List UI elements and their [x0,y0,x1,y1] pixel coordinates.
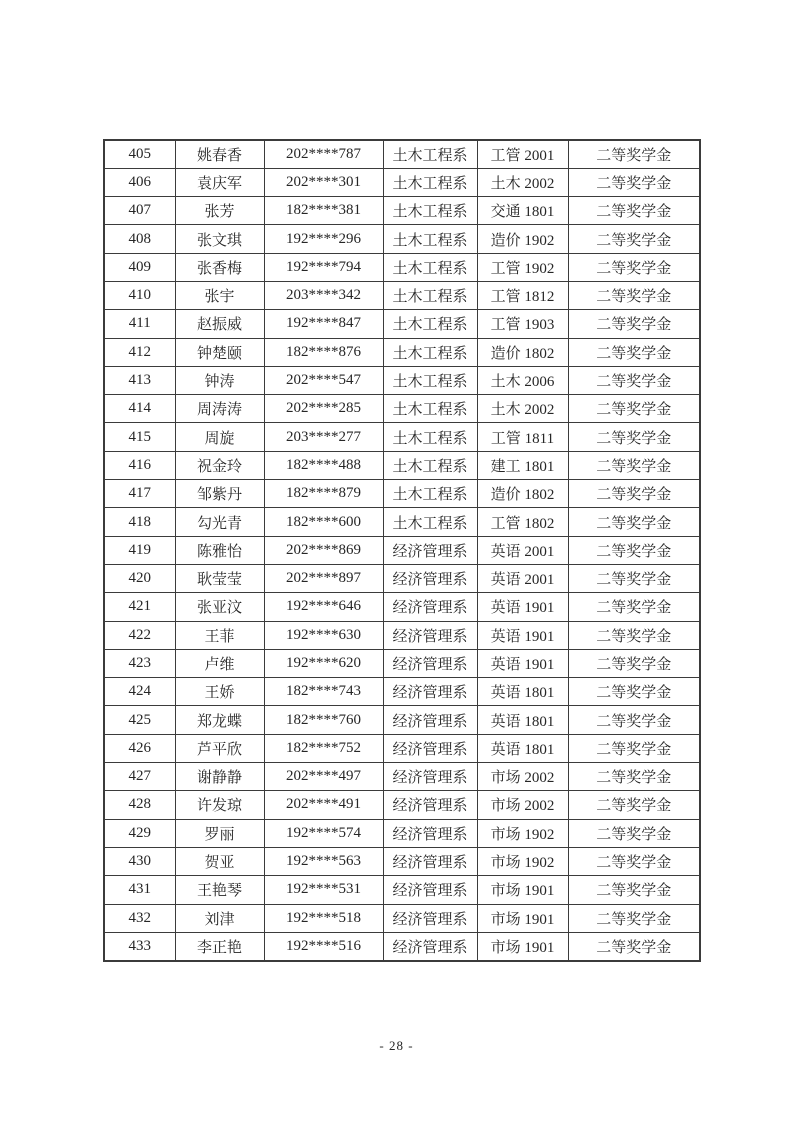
cell-student-id: 192****574 [264,819,383,847]
cell-name: 张文琪 [175,225,264,253]
table-row [104,876,700,904]
table-row [104,338,700,366]
cell-award: 二等奖学金 [568,593,700,621]
cell-award: 二等奖学金 [568,649,700,677]
table-row [104,508,700,536]
cell-name: 张香梅 [175,253,264,281]
cell-class: 市场 1901 [477,876,568,904]
cell-student-id: 182****600 [264,508,383,536]
cell-class: 英语 1801 [477,678,568,706]
cell-name: 祝金玲 [175,451,264,479]
cell-department: 土木工程系 [383,225,477,253]
cell-student-id: 192****847 [264,310,383,338]
table-row [104,791,700,819]
cell-class: 英语 1801 [477,706,568,734]
cell-no: 410 [104,281,175,309]
cell-award: 二等奖学金 [568,140,700,168]
cell-class: 土木 2002 [477,168,568,196]
cell-class: 土木 2006 [477,366,568,394]
table-row [104,366,700,394]
cell-no: 417 [104,480,175,508]
cell-department: 土木工程系 [383,508,477,536]
table-row [104,593,700,621]
cell-department: 经济管理系 [383,678,477,706]
table-body [104,140,700,961]
page-number: - 28 - [379,1038,414,1053]
cell-name: 郑龙蝶 [175,706,264,734]
cell-class: 市场 1901 [477,932,568,960]
cell-name: 许发琼 [175,791,264,819]
cell-class: 英语 1901 [477,649,568,677]
table-row [104,621,700,649]
cell-student-id: 202****497 [264,763,383,791]
cell-class: 市场 2002 [477,763,568,791]
cell-name: 周旋 [175,423,264,451]
cell-class: 英语 1801 [477,734,568,762]
cell-award: 二等奖学金 [568,621,700,649]
cell-name: 钟楚颐 [175,338,264,366]
cell-class: 英语 1901 [477,593,568,621]
table-row [104,253,700,281]
cell-department: 土木工程系 [383,423,477,451]
table-row [104,763,700,791]
cell-department: 经济管理系 [383,593,477,621]
cell-name: 贺亚 [175,847,264,875]
cell-class: 市场 1902 [477,819,568,847]
table-row [104,168,700,196]
table-row [104,734,700,762]
cell-student-id: 203****277 [264,423,383,451]
table-row [104,310,700,338]
cell-student-id: 192****516 [264,932,383,960]
cell-student-id: 192****563 [264,847,383,875]
table-row [104,564,700,592]
cell-award: 二等奖学金 [568,904,700,932]
cell-award: 二等奖学金 [568,536,700,564]
cell-student-id: 202****491 [264,791,383,819]
cell-department: 土木工程系 [383,480,477,508]
cell-no: 411 [104,310,175,338]
cell-student-id: 192****620 [264,649,383,677]
cell-award: 二等奖学金 [568,197,700,225]
cell-no: 413 [104,366,175,394]
cell-name: 钟涛 [175,366,264,394]
cell-department: 经济管理系 [383,536,477,564]
cell-department: 土木工程系 [383,140,477,168]
cell-award: 二等奖学金 [568,451,700,479]
table-row [104,395,700,423]
cell-no: 432 [104,904,175,932]
table-row [104,225,700,253]
cell-class: 工管 1903 [477,310,568,338]
cell-no: 419 [104,536,175,564]
cell-student-id: 192****794 [264,253,383,281]
table-row [104,536,700,564]
table-row [104,480,700,508]
cell-department: 经济管理系 [383,819,477,847]
cell-class: 市场 1901 [477,904,568,932]
cell-name: 赵振威 [175,310,264,338]
cell-student-id: 182****752 [264,734,383,762]
table-row [104,819,700,847]
cell-award: 二等奖学金 [568,168,700,196]
table-row [104,281,700,309]
table-row [104,140,700,168]
cell-name: 耿莹莹 [175,564,264,592]
cell-award: 二等奖学金 [568,423,700,451]
cell-student-id: 192****296 [264,225,383,253]
cell-name: 罗丽 [175,819,264,847]
cell-class: 工管 2001 [477,140,568,168]
cell-award: 二等奖学金 [568,253,700,281]
table-row [104,649,700,677]
cell-name: 周涛涛 [175,395,264,423]
cell-no: 430 [104,847,175,875]
cell-department: 经济管理系 [383,706,477,734]
cell-name: 卢维 [175,649,264,677]
cell-department: 经济管理系 [383,734,477,762]
cell-no: 429 [104,819,175,847]
cell-no: 428 [104,791,175,819]
cell-class: 市场 1902 [477,847,568,875]
cell-award: 二等奖学金 [568,281,700,309]
cell-no: 408 [104,225,175,253]
cell-name: 张芳 [175,197,264,225]
table-row [104,932,700,960]
cell-class: 市场 2002 [477,791,568,819]
cell-award: 二等奖学金 [568,819,700,847]
cell-student-id: 202****869 [264,536,383,564]
cell-name: 张亚汶 [175,593,264,621]
table-row [104,678,700,706]
cell-award: 二等奖学金 [568,734,700,762]
cell-award: 二等奖学金 [568,763,700,791]
cell-name: 王艳琴 [175,876,264,904]
cell-award: 二等奖学金 [568,508,700,536]
cell-no: 427 [104,763,175,791]
cell-name: 王娇 [175,678,264,706]
cell-no: 422 [104,621,175,649]
cell-student-id: 192****646 [264,593,383,621]
cell-award: 二等奖学金 [568,310,700,338]
cell-class: 工管 1812 [477,281,568,309]
cell-class: 工管 1902 [477,253,568,281]
cell-class: 建工 1801 [477,451,568,479]
cell-department: 土木工程系 [383,366,477,394]
cell-no: 423 [104,649,175,677]
cell-class: 造价 1802 [477,480,568,508]
cell-no: 420 [104,564,175,592]
cell-award: 二等奖学金 [568,932,700,960]
cell-student-id: 192****518 [264,904,383,932]
cell-name: 李正艳 [175,932,264,960]
cell-award: 二等奖学金 [568,678,700,706]
cell-department: 经济管理系 [383,621,477,649]
cell-award: 二等奖学金 [568,225,700,253]
cell-award: 二等奖学金 [568,366,700,394]
cell-department: 经济管理系 [383,763,477,791]
cell-no: 414 [104,395,175,423]
cell-student-id: 202****787 [264,140,383,168]
cell-class: 土木 2002 [477,395,568,423]
cell-name: 姚春香 [175,140,264,168]
cell-class: 工管 1811 [477,423,568,451]
cell-no: 415 [104,423,175,451]
cell-department: 经济管理系 [383,876,477,904]
cell-student-id: 182****879 [264,480,383,508]
cell-award: 二等奖学金 [568,876,700,904]
cell-award: 二等奖学金 [568,791,700,819]
cell-student-id: 182****381 [264,197,383,225]
cell-no: 431 [104,876,175,904]
cell-name: 芦平欣 [175,734,264,762]
cell-award: 二等奖学金 [568,564,700,592]
cell-department: 土木工程系 [383,197,477,225]
cell-no: 425 [104,706,175,734]
cell-no: 412 [104,338,175,366]
cell-no: 426 [104,734,175,762]
cell-class: 英语 1901 [477,621,568,649]
cell-student-id: 202****897 [264,564,383,592]
cell-department: 经济管理系 [383,932,477,960]
cell-no: 407 [104,197,175,225]
cell-student-id: 202****547 [264,366,383,394]
cell-class: 英语 2001 [477,536,568,564]
cell-department: 经济管理系 [383,649,477,677]
cell-name: 邹紫丹 [175,480,264,508]
cell-no: 418 [104,508,175,536]
cell-no: 433 [104,932,175,960]
cell-department: 土木工程系 [383,310,477,338]
table-row [104,451,700,479]
cell-student-id: 202****301 [264,168,383,196]
cell-department: 经济管理系 [383,564,477,592]
cell-no: 424 [104,678,175,706]
table-row [104,904,700,932]
cell-student-id: 192****531 [264,876,383,904]
scholarship-table [103,139,701,962]
cell-award: 二等奖学金 [568,338,700,366]
cell-no: 416 [104,451,175,479]
cell-name: 陈雅怡 [175,536,264,564]
cell-no: 406 [104,168,175,196]
cell-student-id: 182****743 [264,678,383,706]
cell-department: 经济管理系 [383,904,477,932]
cell-department: 土木工程系 [383,451,477,479]
cell-class: 英语 2001 [477,564,568,592]
cell-name: 袁庆军 [175,168,264,196]
cell-student-id: 182****876 [264,338,383,366]
cell-name: 张宇 [175,281,264,309]
cell-class: 工管 1802 [477,508,568,536]
table-row [104,847,700,875]
cell-department: 土木工程系 [383,281,477,309]
cell-award: 二等奖学金 [568,847,700,875]
cell-award: 二等奖学金 [568,395,700,423]
cell-student-id: 182****760 [264,706,383,734]
cell-department: 经济管理系 [383,847,477,875]
cell-student-id: 202****285 [264,395,383,423]
cell-name: 勾光青 [175,508,264,536]
cell-name: 刘津 [175,904,264,932]
cell-department: 土木工程系 [383,338,477,366]
cell-class: 造价 1902 [477,225,568,253]
table-row [104,423,700,451]
table-row [104,706,700,734]
cell-no: 405 [104,140,175,168]
cell-department: 经济管理系 [383,791,477,819]
cell-name: 谢静静 [175,763,264,791]
cell-student-id: 203****342 [264,281,383,309]
cell-student-id: 192****630 [264,621,383,649]
cell-name: 王菲 [175,621,264,649]
cell-class: 造价 1802 [477,338,568,366]
cell-class: 交通 1801 [477,197,568,225]
cell-award: 二等奖学金 [568,480,700,508]
cell-award: 二等奖学金 [568,706,700,734]
table-row [104,197,700,225]
cell-department: 土木工程系 [383,395,477,423]
cell-no: 409 [104,253,175,281]
cell-department: 土木工程系 [383,253,477,281]
cell-department: 土木工程系 [383,168,477,196]
cell-student-id: 182****488 [264,451,383,479]
cell-no: 421 [104,593,175,621]
